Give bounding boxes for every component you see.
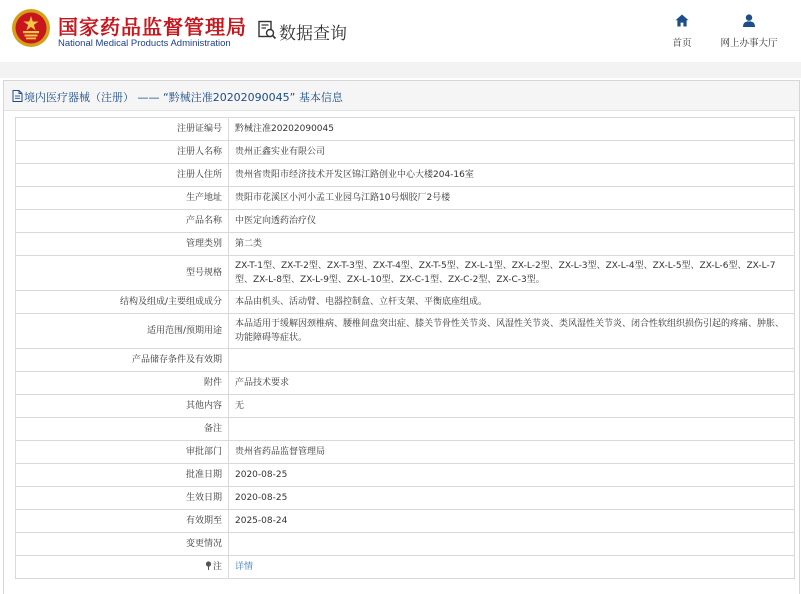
table-row xyxy=(16,164,795,187)
site-header xyxy=(0,0,801,62)
table-row xyxy=(16,349,795,372)
user-icon xyxy=(742,14,756,27)
field-label: 生效日期 xyxy=(16,487,229,510)
table-row xyxy=(16,487,795,510)
nav-online-hall-label: 网上办事大厅 xyxy=(720,38,778,49)
field-value: ZX-T-1型、ZX-T-2型、ZX-T-3型、ZX-T-4型、ZX-T-5型、ZX-L-1型、ZX-L-2型、ZX-L-3型、ZX-L-4型、ZX-L-5型、ZX-L-6型、ZX-L-7型、ZX-L-8型、ZX-L-9型、ZX-L-10型、ZX-C-1型、ZX-C-2型、ZX-C-3型。 xyxy=(229,256,795,291)
national-emblem-icon xyxy=(11,8,51,48)
header-divider xyxy=(0,62,801,78)
site-name-cn[interactable]: 国家药品监督管理局 xyxy=(58,15,247,39)
field-value xyxy=(229,533,795,556)
field-value: 无 xyxy=(229,395,795,418)
field-label: 其他内容 xyxy=(16,395,229,418)
breadcrumb-text: 境内医疗器械（注册） —— “黔械注准20202090045” 基本信息 xyxy=(24,91,343,104)
field-value: 黔械注准20202090045 xyxy=(229,118,795,141)
field-label: 适用范围/预期用途 xyxy=(16,314,229,349)
field-value: 贵州省贵阳市经济技术开发区锦江路创业中心大楼204-16室 xyxy=(229,164,795,187)
table-row xyxy=(16,314,795,349)
field-value: 中医定向透药治疗仪 xyxy=(229,210,795,233)
note-label: 注 xyxy=(212,562,222,572)
document-search-icon xyxy=(257,20,277,40)
table-row xyxy=(16,418,795,441)
field-label: 附件 xyxy=(16,372,229,395)
field-label: 产品名称 xyxy=(16,210,229,233)
table-row xyxy=(16,395,795,418)
field-label: 变更情况 xyxy=(16,533,229,556)
field-value: 2020-08-25 xyxy=(229,487,795,510)
home-icon xyxy=(675,14,689,27)
table-row xyxy=(16,556,795,579)
site-name-en: National Medical Products Administration xyxy=(58,38,231,49)
field-label: 有效期至 xyxy=(16,510,229,533)
field-value: 2020-08-25 xyxy=(229,464,795,487)
field-label: 审批部门 xyxy=(16,441,229,464)
details-link[interactable]: 详情 xyxy=(235,562,254,572)
field-label: 结构及组成/主要组成成分 xyxy=(16,291,229,314)
field-value: 本品适用于缓解因颈椎病、腰椎间盘突出症、膝关节骨性关节炎、风湿性关节炎、类风湿性关节炎、闭合性软组织损伤引起的疼痛、肿胀、功能障碍等症状。 xyxy=(229,314,795,349)
nav-home-link[interactable] xyxy=(668,14,696,50)
field-label: 注册人名称 xyxy=(16,141,229,164)
page-title: 数据查询 xyxy=(279,24,347,44)
table-row xyxy=(16,141,795,164)
field-value xyxy=(229,556,795,579)
field-value: 贵州正鑫实业有限公司 xyxy=(229,141,795,164)
field-label: 注册证编号 xyxy=(16,118,229,141)
table-row xyxy=(16,510,795,533)
record-table xyxy=(15,117,795,579)
table-row xyxy=(16,464,795,487)
field-label: 管理类别 xyxy=(16,233,229,256)
field-value: 贵州省药品监督管理局 xyxy=(229,441,795,464)
field-value xyxy=(229,349,795,372)
table-row xyxy=(16,210,795,233)
field-label: 产品储存条件及有效期 xyxy=(16,349,229,372)
field-label: 注册人住所 xyxy=(16,164,229,187)
field-value: 第二类 xyxy=(229,233,795,256)
table-row xyxy=(16,256,795,291)
pin-icon xyxy=(205,561,212,570)
table-row xyxy=(16,533,795,556)
table-row xyxy=(16,118,795,141)
breadcrumb xyxy=(4,81,799,111)
field-value: 2025-08-24 xyxy=(229,510,795,533)
record-panel xyxy=(3,80,800,594)
field-label: 备注 xyxy=(16,418,229,441)
field-value: 产品技术要求 xyxy=(229,372,795,395)
field-value: 本品由机头、活动臂、电器控制盒、立杆支架、平衡底座组成。 xyxy=(229,291,795,314)
field-label: 批准日期 xyxy=(16,464,229,487)
table-row xyxy=(16,187,795,210)
table-row xyxy=(16,291,795,314)
field-value: 贵阳市花溪区小河小孟工业园乌江路10号烟胶厂2号楼 xyxy=(229,187,795,210)
table-row xyxy=(16,441,795,464)
table-row xyxy=(16,372,795,395)
nav-online-hall-link[interactable] xyxy=(716,14,782,50)
table-row xyxy=(16,233,795,256)
document-icon xyxy=(12,90,23,102)
nav-home-label: 首页 xyxy=(672,38,692,49)
field-label: 型号规格 xyxy=(16,256,229,291)
field-label: 生产地址 xyxy=(16,187,229,210)
field-value xyxy=(229,418,795,441)
field-label xyxy=(16,556,229,579)
